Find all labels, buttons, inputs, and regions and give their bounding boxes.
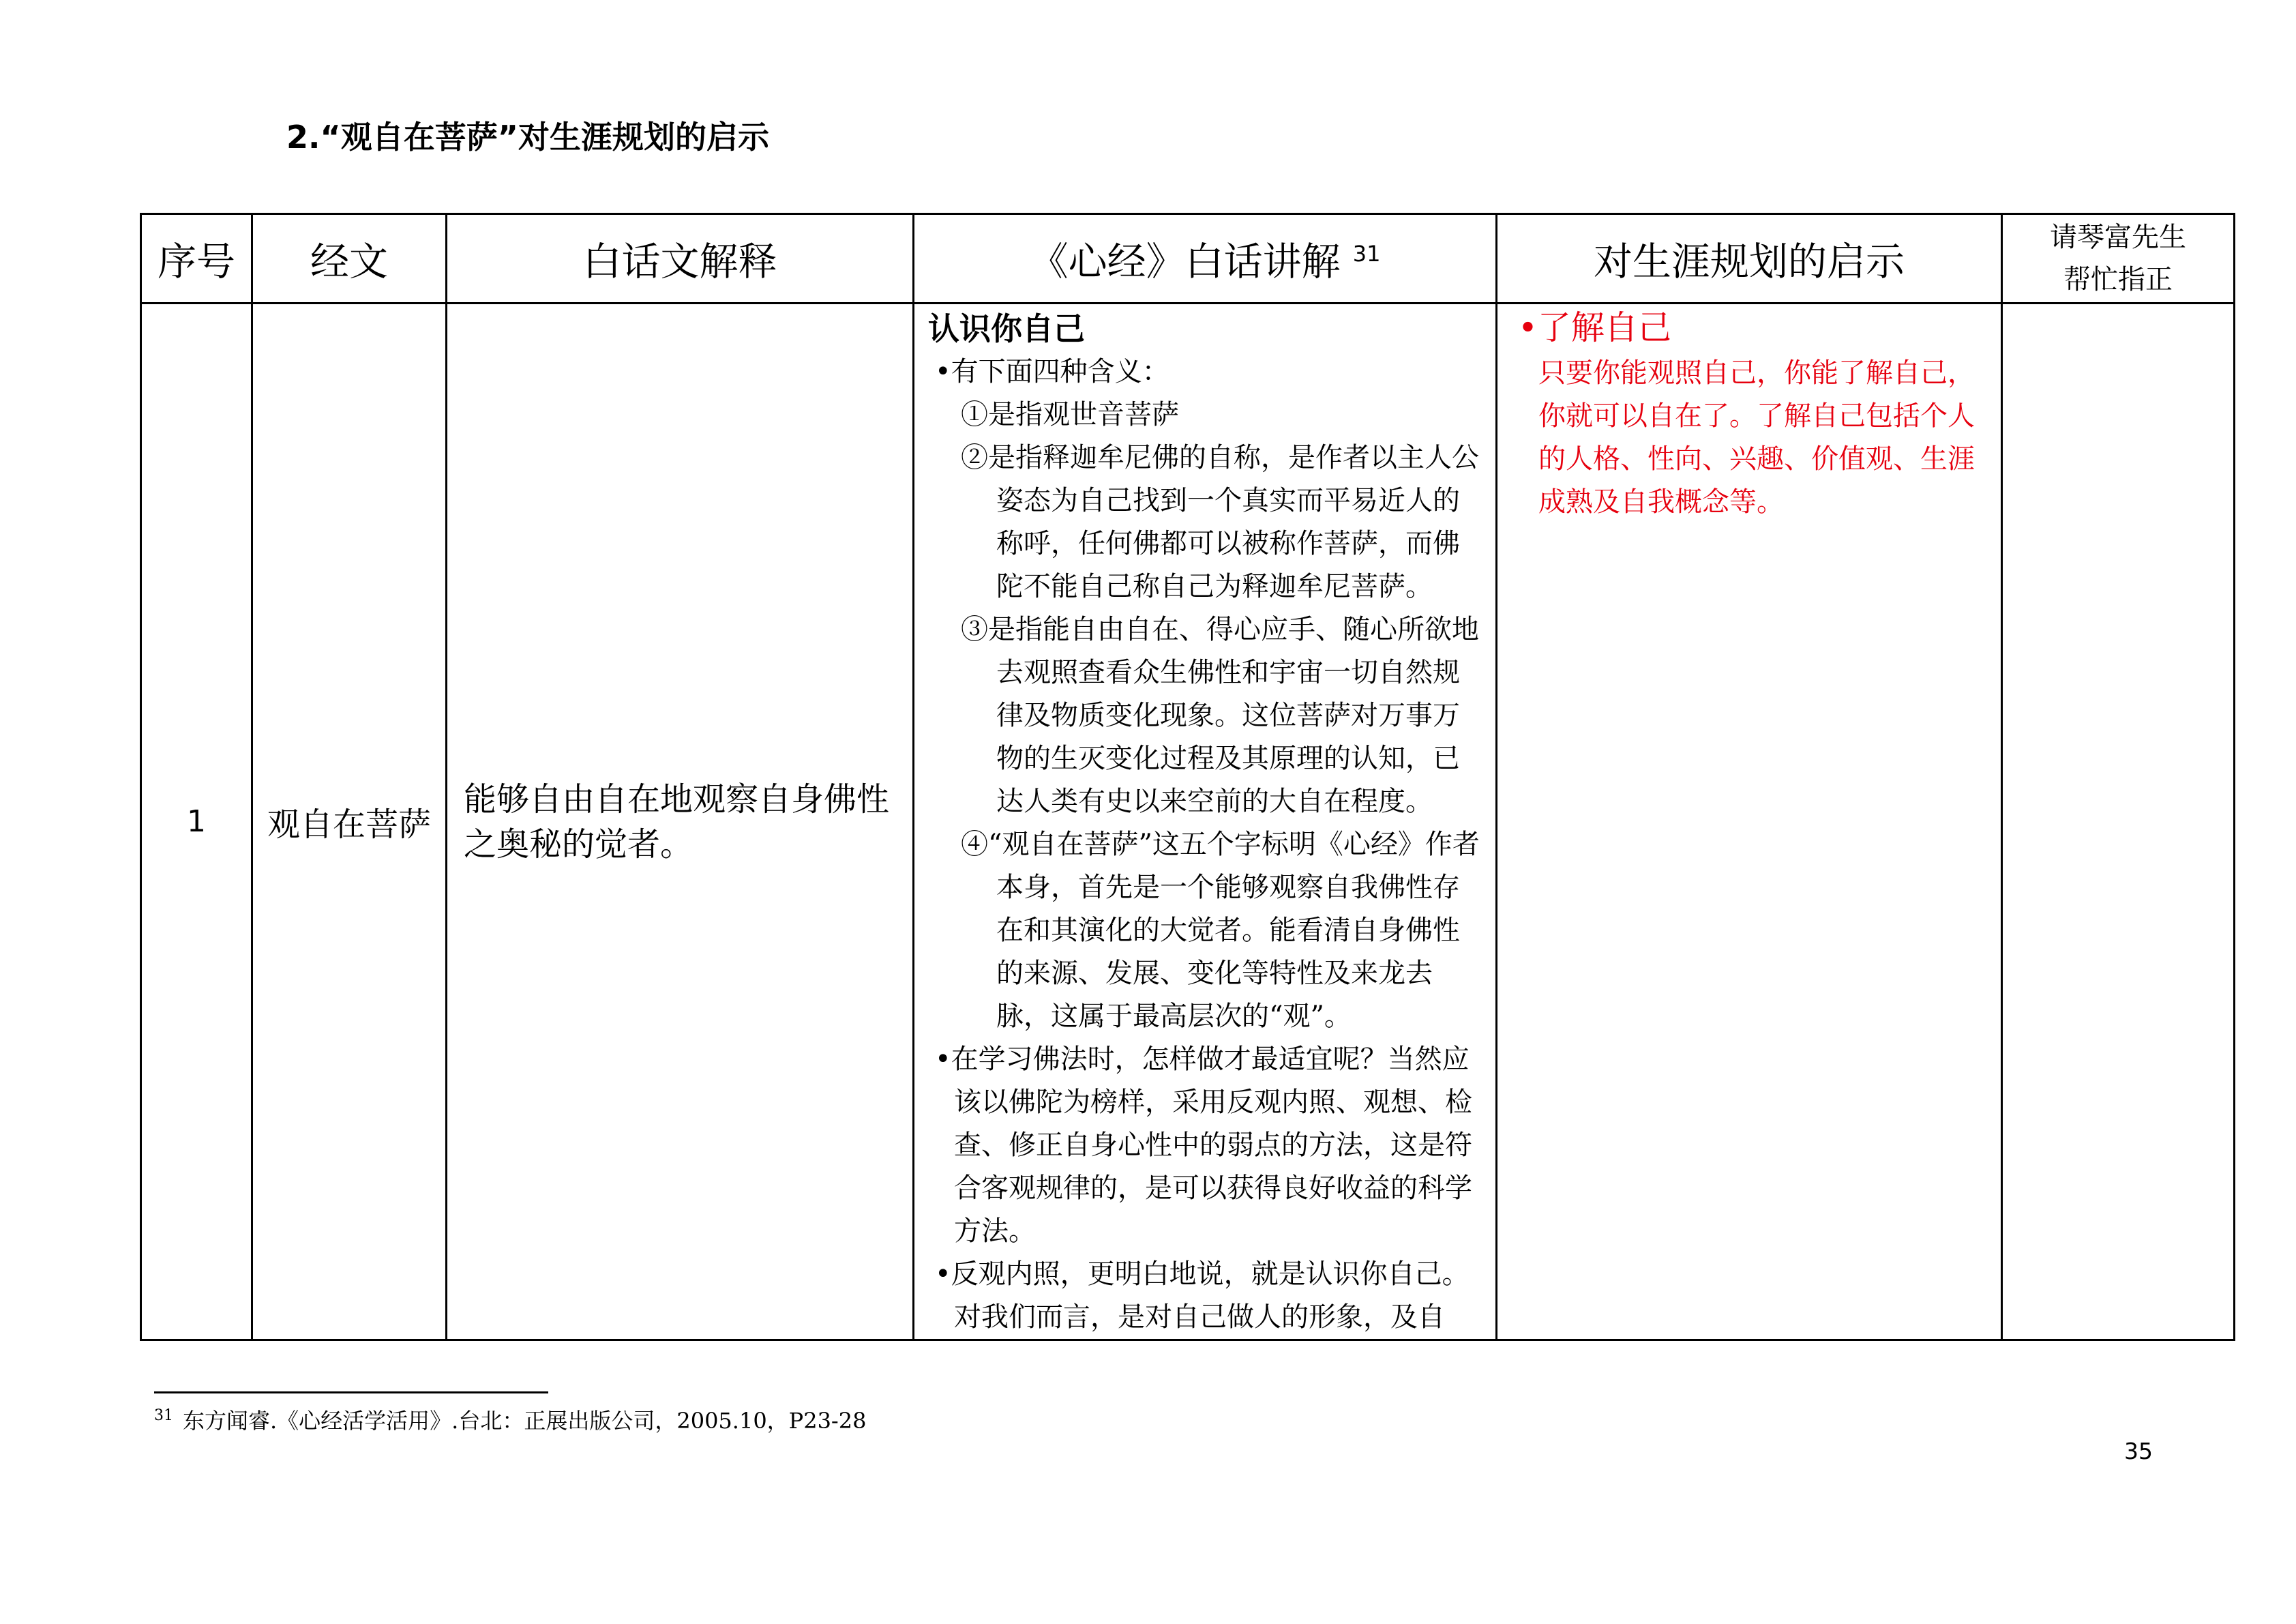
- insight-title: •了解自己: [1518, 308, 1671, 347]
- row-explanation: [914, 304, 1497, 1340]
- header-vernacular: 白话文解释: [447, 214, 914, 304]
- page-number: 35: [2124, 1438, 2153, 1464]
- footnote-number: 31: [154, 1407, 173, 1425]
- header-seq: 序号: [141, 214, 252, 304]
- row-vernacular: 能够自由自在地观察自身佛性之奥秘的觉者。: [447, 304, 914, 1340]
- row-insight: [1497, 304, 2002, 1340]
- header-explanation: [914, 214, 1497, 304]
- footnote-divider: [154, 1391, 548, 1393]
- insight-body: 只要你能观照自己，你能了解自己，你就可以自在了。了解自己包括个人的人格、性向、兴趣、价值观、生涯成熟及自我概念等。: [1538, 357, 1975, 518]
- explanation-bullet: •在学习佛法时，怎样做才最适宜呢？当然应该以佛陀为榜样，采用反观内照、观想、检查、修正自身心性中的弱点的方法，这是符合客观规律的，是可以获得良好收益的科学方法。: [935, 1044, 1472, 1247]
- explanation-item: ③是指能自由自在、得心应手、随心所欲地去观照查看众生佛性和宇宙一切自然规律及物质变化现象。这位菩萨对万事万物的生灭变化过程及其原理的认知，已达人类有史以来空前的大自在程度。: [961, 614, 1479, 817]
- explanation-item: ①是指观世音菩萨: [961, 399, 1179, 430]
- row-review: [2002, 304, 2235, 1340]
- row-seq: 1: [141, 304, 252, 1340]
- explanation-item: ②是指释迦牟尼佛的自称，是作者以主人公姿态为自己找到一个真实而平易近人的称呼，任何佛都可以被称作菩萨，而佛陀不能自己称自己为释迦牟尼菩萨。: [961, 442, 1479, 602]
- header-review-line1: 请琴富先生: [2050, 222, 2186, 253]
- section-heading: 2.“观自在菩萨”对生涯规划的启示: [286, 119, 769, 156]
- footnote-text: 东方闻睿.《心经活学活用》.台北：正展出版公司，2005.10，P23-28: [183, 1408, 867, 1434]
- row-scripture: 观自在菩萨: [252, 304, 447, 1340]
- explanation-intro: •有下面四种含义：: [935, 356, 1169, 387]
- footnote-ref[interactable]: 31: [1352, 241, 1381, 267]
- header-review-line2: 帮忙指正: [2063, 264, 2173, 295]
- explanation-item: ④“观自在菩萨”这五个字标明《心经》作者本身，首先是一个能够观察自我佛性存在和其演化的大觉者。能看清自身佛性的来源、发展、变化等特性及来龙去脉，这属于最高层次的“观”。: [961, 829, 1480, 1032]
- header-insight: 对生涯规划的启示: [1497, 214, 2002, 304]
- footnote: [154, 1404, 866, 1435]
- header-review: [2002, 214, 2235, 304]
- header-explanation-label: 《心经》白话讲解: [1029, 239, 1341, 284]
- explanation-title: 认识你自己: [928, 310, 1085, 347]
- header-scripture: 经文: [252, 214, 447, 304]
- explanation-bullet: •反观内照，更明白地说，就是认识你自己。对我们而言，是对自己做人的形象，及自: [935, 1258, 1470, 1333]
- table-row: [141, 304, 2235, 1340]
- header-row: [141, 214, 2235, 304]
- main-table: [140, 213, 2235, 1341]
